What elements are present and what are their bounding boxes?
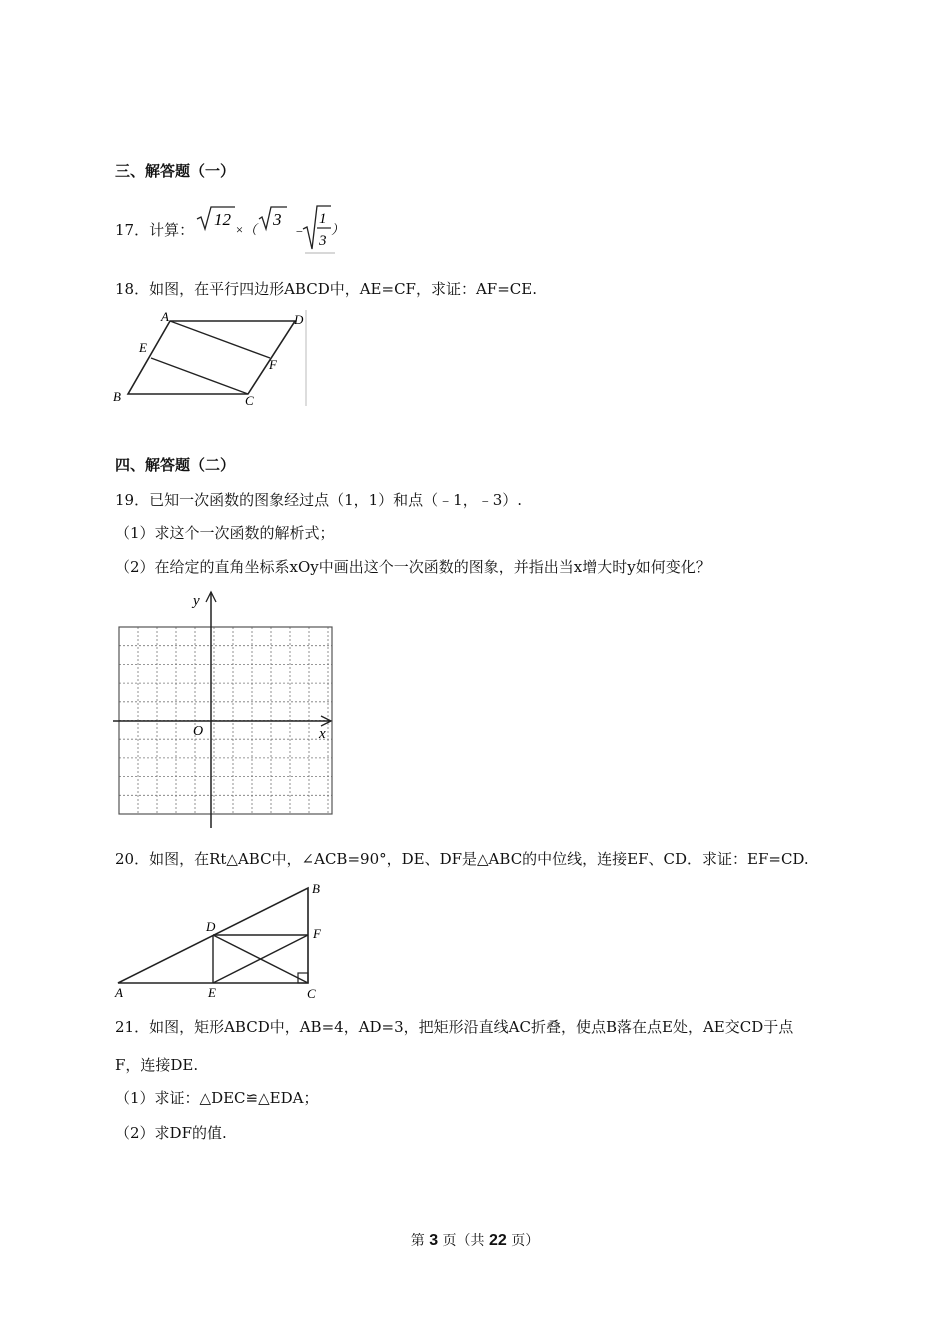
q19-part-2: （2）在给定的直角坐标系xOy中画出这个一次函数的图象，并指出当x增大时y如何变化？ — [115, 558, 711, 576]
q21-part-1: （1）求证：△DEC≌△EDA； — [115, 1089, 319, 1107]
x-axis-label: x — [319, 726, 326, 742]
label-e: E — [208, 985, 216, 1000]
footer-post: 页） — [511, 1233, 540, 1249]
right-triangle-figure — [112, 878, 332, 1002]
origin-label: O — [193, 724, 204, 739]
current-page-number: 3 — [429, 1232, 439, 1249]
parallelogram-figure — [108, 308, 313, 410]
q17-minus: ﹣ — [291, 223, 307, 239]
label-d: D — [294, 312, 304, 327]
q17-prefix: 17．计算： — [115, 221, 195, 239]
section-4-heading: 四、解答题（二） — [115, 456, 236, 474]
q17-frac-num: 1 — [319, 211, 327, 227]
label-d: D — [206, 919, 216, 934]
footer-mid: 页（共 — [442, 1233, 485, 1249]
label-c: C — [307, 986, 316, 1001]
label-c: C — [245, 393, 254, 408]
q17-expression — [195, 205, 345, 255]
label-b: B — [113, 389, 121, 404]
q17-close: ） — [331, 222, 345, 237]
question-19: 19．已知一次函数的图象经过点（1，1）和点（﹣1，﹣3）. — [115, 491, 523, 509]
segment-ec — [151, 358, 248, 394]
question-21-line-2: F，连接DE. — [115, 1056, 199, 1074]
label-b: B — [312, 881, 320, 896]
coordinate-grid — [113, 588, 338, 833]
total-pages: 22 — [489, 1232, 507, 1249]
q17-sqrt12: 12 — [214, 210, 231, 229]
y-axis-label: y — [193, 593, 200, 609]
label-f: F — [313, 926, 321, 941]
label-a: A — [161, 309, 169, 324]
question-18: 18．如图，在平行四边形ABCD中，AE=CF，求证：AF=CE. — [115, 280, 537, 298]
q21-part-2: （2）求DF的值. — [115, 1124, 227, 1142]
label-a: A — [115, 985, 123, 1000]
q17-sqrt3: 3 — [273, 210, 282, 229]
question-21-line-1: 21．如图，矩形ABCD中，AB=4，AD=3，把矩形沿直线AC折叠，使点B落在点E处，AE交CD于点 — [115, 1018, 794, 1036]
label-f: F — [269, 357, 277, 372]
page-footer — [0, 1230, 950, 1250]
q17-times: ×（ — [235, 222, 257, 237]
question-20: 20．如图，在Rt△ABC中，∠ACB=90°，DE、DF是△ABC的中位线，连接EF、CD．求证：EF=CD. — [115, 850, 809, 868]
footer-pre: 第 — [410, 1233, 425, 1249]
label-e: E — [139, 340, 147, 355]
q19-part-1: （1）求这个一次函数的解析式； — [115, 524, 335, 542]
q17-frac-den: 3 — [319, 233, 327, 249]
segment-af — [170, 321, 270, 358]
section-3-heading: 三、解答题（一） — [115, 162, 236, 180]
